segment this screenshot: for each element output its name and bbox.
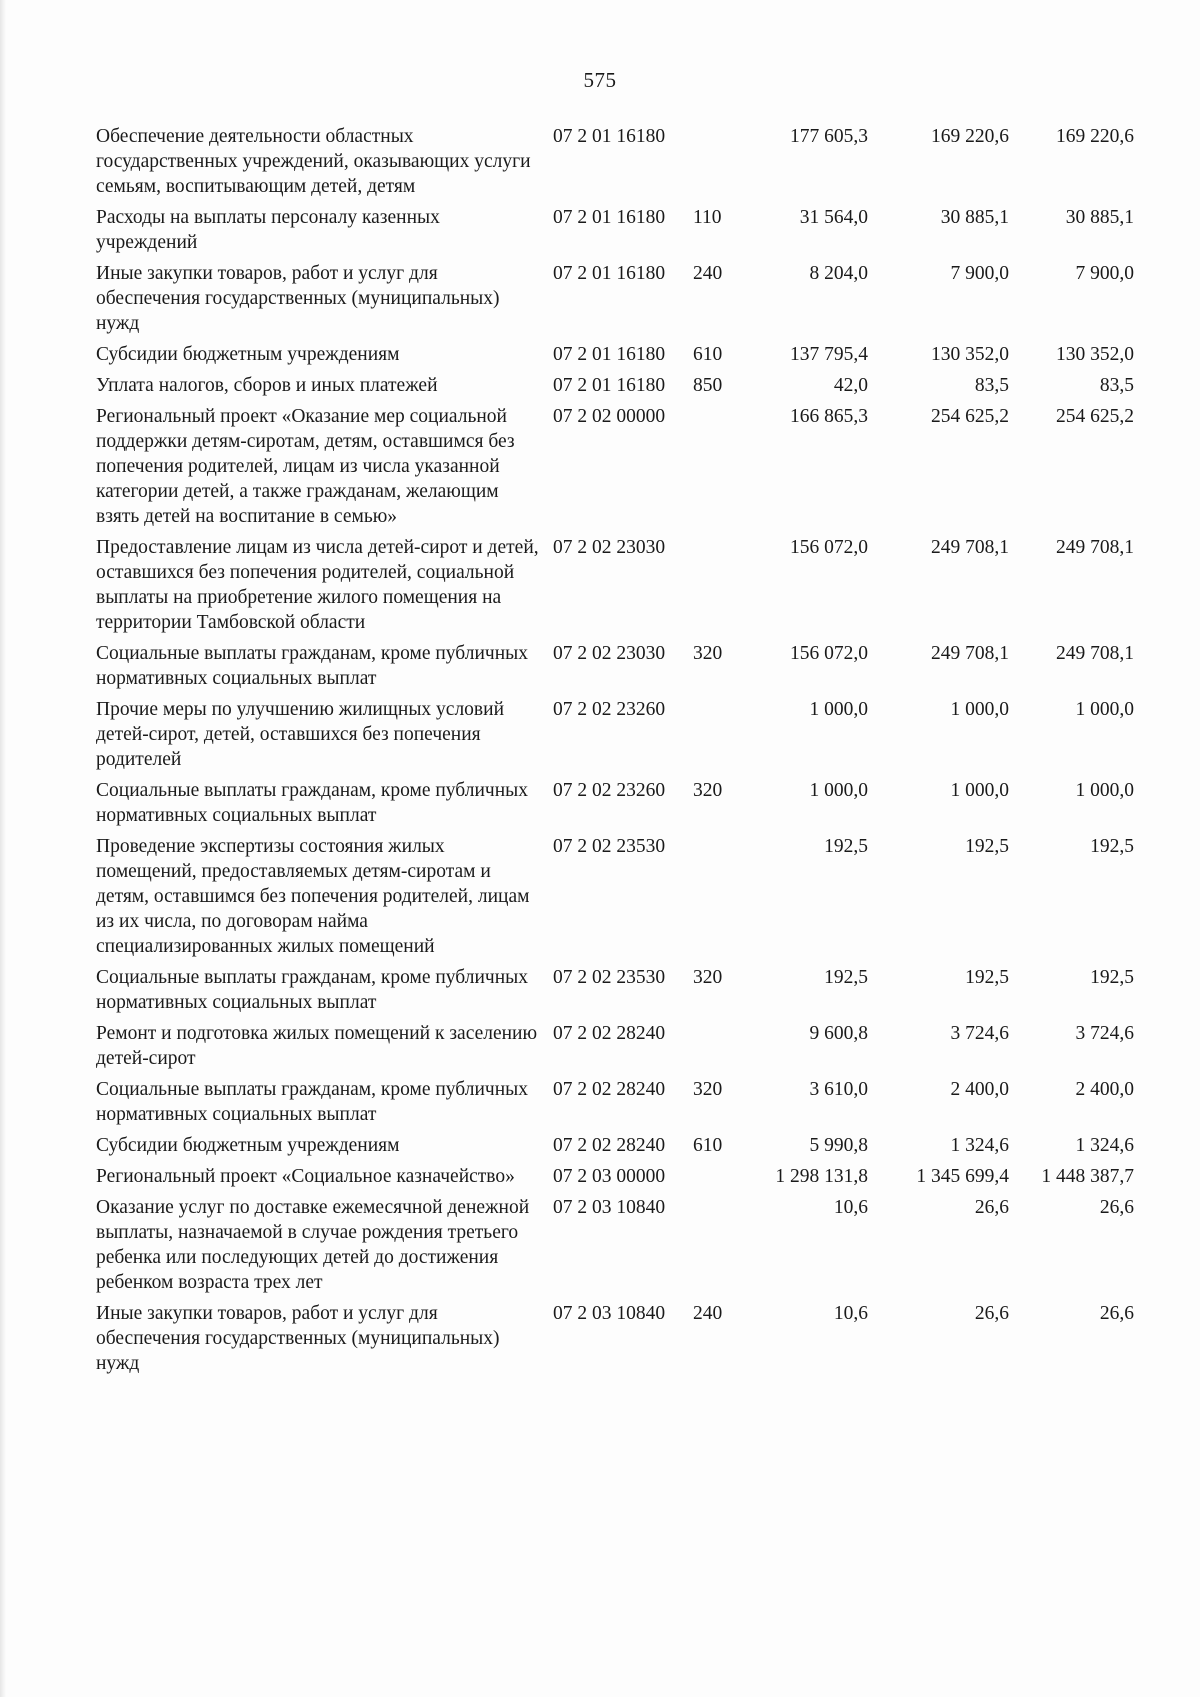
row-amount-3: 7 900,0 bbox=[1075, 263, 1134, 284]
row-name: Уплата налогов, сборов и иных платежей bbox=[96, 375, 438, 396]
table-row bbox=[96, 342, 1174, 367]
row-amount-1: 10,6 bbox=[833, 1303, 868, 1324]
row-amount-1: 192,5 bbox=[824, 836, 868, 857]
row-name: Иные закупки товаров, работ и услуг для обеспечения государственных (муниципальных) нужд bbox=[96, 1303, 505, 1374]
row-amount-1: 8 204,0 bbox=[809, 263, 868, 284]
row-code: 07 2 01 16180 bbox=[553, 207, 666, 228]
row-name: Оказание услуг по доставке ежемесячной денежной выплаты, назначаемой в случае рождения третьего ребенка или последующих детей до достижения ребенком возраста трех лет bbox=[96, 1197, 535, 1293]
row-amount-2: 192,5 bbox=[965, 967, 1009, 988]
row-amount-3: 1 000,0 bbox=[1075, 699, 1134, 720]
row-code: 07 2 02 28240 bbox=[553, 1023, 666, 1044]
row-amount-2: 3 724,6 bbox=[950, 1023, 1009, 1044]
row-amount-3: 30 885,1 bbox=[1065, 207, 1134, 228]
table-row bbox=[96, 1133, 1174, 1158]
row-amount-3: 249 708,1 bbox=[1056, 643, 1134, 664]
row-name: Предоставление лицам из числа детей-сирот и детей, оставшихся без попечения родителей, социальной выплаты на приобретение жилого помещения на территории Тамбовской области bbox=[96, 537, 544, 633]
row-amount-2: 7 900,0 bbox=[950, 263, 1009, 284]
row-code: 07 2 02 23030 bbox=[553, 643, 666, 664]
row-name: Социальные выплаты гражданам, кроме публичных нормативных социальных выплат bbox=[96, 967, 533, 1013]
row-amount-1: 10,6 bbox=[833, 1197, 868, 1218]
row-expense-type: 240 bbox=[693, 263, 723, 284]
table-row bbox=[96, 124, 1174, 199]
row-amount-1: 156 072,0 bbox=[790, 537, 868, 558]
row-expense-type: 110 bbox=[693, 207, 722, 228]
row-amount-1: 3 610,0 bbox=[809, 1079, 868, 1100]
row-amount-3: 2 400,0 bbox=[1075, 1079, 1134, 1100]
row-name: Субсидии бюджетным учреждениям bbox=[96, 344, 400, 365]
row-code: 07 2 01 16180 bbox=[553, 126, 666, 147]
scan-edge bbox=[0, 0, 6, 1697]
row-amount-2: 169 220,6 bbox=[931, 126, 1009, 147]
row-name: Ремонт и подготовка жилых помещений к заселению детей-сирот bbox=[96, 1023, 542, 1069]
row-amount-2: 192,5 bbox=[965, 836, 1009, 857]
row-name: Региональный проект «Оказание мер социальной поддержки детям-сиротам, детям, оставшимся без попечения родителей, лицам из числа указанной категории детей, а также гражданам, желающим взять детей на воспитание в семью» bbox=[96, 406, 520, 527]
row-code: 07 2 03 00000 bbox=[553, 1166, 666, 1187]
row-name: Социальные выплаты гражданам, кроме публичных нормативных социальных выплат bbox=[96, 780, 533, 826]
row-amount-3: 1 448 387,7 bbox=[1041, 1166, 1134, 1187]
table-row bbox=[96, 641, 1174, 691]
table-row bbox=[96, 261, 1174, 336]
row-amount-2: 254 625,2 bbox=[931, 406, 1009, 427]
table-row bbox=[96, 697, 1174, 772]
row-amount-2: 2 400,0 bbox=[950, 1079, 1009, 1100]
table-row bbox=[96, 1195, 1174, 1295]
row-name: Региональный проект «Социальное казначейство» bbox=[96, 1166, 515, 1187]
row-amount-3: 130 352,0 bbox=[1056, 344, 1134, 365]
row-amount-1: 166 865,3 bbox=[790, 406, 868, 427]
table-row bbox=[96, 404, 1174, 529]
row-expense-type: 320 bbox=[693, 1079, 723, 1100]
row-code: 07 2 02 23260 bbox=[553, 780, 666, 801]
row-code: 07 2 02 00000 bbox=[553, 406, 666, 427]
row-expense-type: 320 bbox=[693, 780, 723, 801]
row-code: 07 2 02 23030 bbox=[553, 537, 666, 558]
budget-table bbox=[96, 124, 1174, 1382]
row-expense-type: 320 bbox=[693, 967, 723, 988]
row-amount-3: 1 324,6 bbox=[1075, 1135, 1134, 1156]
row-code: 07 2 01 16180 bbox=[553, 263, 666, 284]
row-amount-3: 192,5 bbox=[1090, 836, 1134, 857]
table-row bbox=[96, 535, 1174, 635]
row-amount-1: 192,5 bbox=[824, 967, 868, 988]
table-row bbox=[96, 778, 1174, 828]
row-code: 07 2 02 23530 bbox=[553, 836, 666, 857]
table-row bbox=[96, 1164, 1174, 1189]
table-row bbox=[96, 1021, 1174, 1071]
row-amount-2: 1 000,0 bbox=[950, 699, 1009, 720]
row-code: 07 2 03 10840 bbox=[553, 1303, 666, 1324]
row-name: Прочие меры по улучшению жилищных условий детей-сирот, детей, оставшихся без попечения родителей bbox=[96, 699, 509, 770]
row-amount-1: 31 564,0 bbox=[799, 207, 868, 228]
row-amount-2: 130 352,0 bbox=[931, 344, 1009, 365]
row-amount-1: 42,0 bbox=[833, 375, 868, 396]
row-name: Субсидии бюджетным учреждениям bbox=[96, 1135, 400, 1156]
row-amount-1: 177 605,3 bbox=[790, 126, 868, 147]
row-name: Обеспечение деятельности областных государственных учреждений, оказывающих услуги семьям, воспитывающим детей, детям bbox=[96, 126, 536, 197]
row-amount-2: 26,6 bbox=[974, 1197, 1009, 1218]
row-amount-3: 249 708,1 bbox=[1056, 537, 1134, 558]
row-expense-type: 320 bbox=[693, 643, 723, 664]
row-amount-3: 83,5 bbox=[1099, 375, 1134, 396]
row-amount-2: 1 345 699,4 bbox=[916, 1166, 1009, 1187]
row-amount-3: 26,6 bbox=[1099, 1303, 1134, 1324]
page-number: 575 bbox=[583, 68, 617, 92]
row-amount-1: 1 000,0 bbox=[809, 699, 868, 720]
row-name: Социальные выплаты гражданам, кроме публичных нормативных социальных выплат bbox=[96, 643, 533, 689]
table-row bbox=[96, 205, 1174, 255]
table-row bbox=[96, 965, 1174, 1015]
row-amount-2: 249 708,1 bbox=[931, 537, 1009, 558]
row-expense-type: 240 bbox=[693, 1303, 723, 1324]
row-amount-1: 9 600,8 bbox=[809, 1023, 868, 1044]
row-name: Социальные выплаты гражданам, кроме публичных нормативных социальных выплат bbox=[96, 1079, 533, 1125]
row-amount-3: 1 000,0 bbox=[1075, 780, 1134, 801]
row-code: 07 2 03 10840 bbox=[553, 1197, 666, 1218]
row-code: 07 2 02 23530 bbox=[553, 967, 666, 988]
row-amount-2: 249 708,1 bbox=[931, 643, 1009, 664]
row-amount-2: 26,6 bbox=[974, 1303, 1009, 1324]
row-amount-1: 1 000,0 bbox=[809, 780, 868, 801]
row-amount-2: 83,5 bbox=[974, 375, 1009, 396]
row-code: 07 2 02 28240 bbox=[553, 1079, 666, 1100]
row-name: Расходы на выплаты персоналу казенных учреждений bbox=[96, 207, 445, 253]
row-amount-2: 30 885,1 bbox=[940, 207, 1009, 228]
row-code: 07 2 01 16180 bbox=[553, 375, 666, 396]
table-row bbox=[96, 1301, 1174, 1376]
row-amount-3: 169 220,6 bbox=[1056, 126, 1134, 147]
row-expense-type: 610 bbox=[693, 344, 723, 365]
row-amount-1: 137 795,4 bbox=[790, 344, 868, 365]
table-row bbox=[96, 1077, 1174, 1127]
row-amount-1: 5 990,8 bbox=[809, 1135, 868, 1156]
row-amount-3: 192,5 bbox=[1090, 967, 1134, 988]
row-amount-2: 1 000,0 bbox=[950, 780, 1009, 801]
row-amount-1: 1 298 131,8 bbox=[775, 1166, 868, 1187]
row-amount-3: 3 724,6 bbox=[1075, 1023, 1134, 1044]
row-amount-3: 254 625,2 bbox=[1056, 406, 1134, 427]
row-amount-1: 156 072,0 bbox=[790, 643, 868, 664]
row-amount-2: 1 324,6 bbox=[950, 1135, 1009, 1156]
row-amount-3: 26,6 bbox=[1099, 1197, 1134, 1218]
row-code: 07 2 01 16180 bbox=[553, 344, 666, 365]
row-code: 07 2 02 23260 bbox=[553, 699, 666, 720]
row-name: Иные закупки товаров, работ и услуг для обеспечения государственных (муниципальных) нужд bbox=[96, 263, 505, 334]
table-row bbox=[96, 834, 1174, 959]
row-name: Проведение экспертизы состояния жилых помещений, предоставляемых детям-сиротам и детям, оставшимся без попечения родителей, лицам из их числа, по договорам найма специализированных жилых помещений bbox=[96, 836, 535, 957]
table-row bbox=[96, 373, 1174, 398]
row-code: 07 2 02 28240 bbox=[553, 1135, 666, 1156]
row-expense-type: 610 bbox=[693, 1135, 723, 1156]
row-expense-type: 850 bbox=[693, 375, 723, 396]
